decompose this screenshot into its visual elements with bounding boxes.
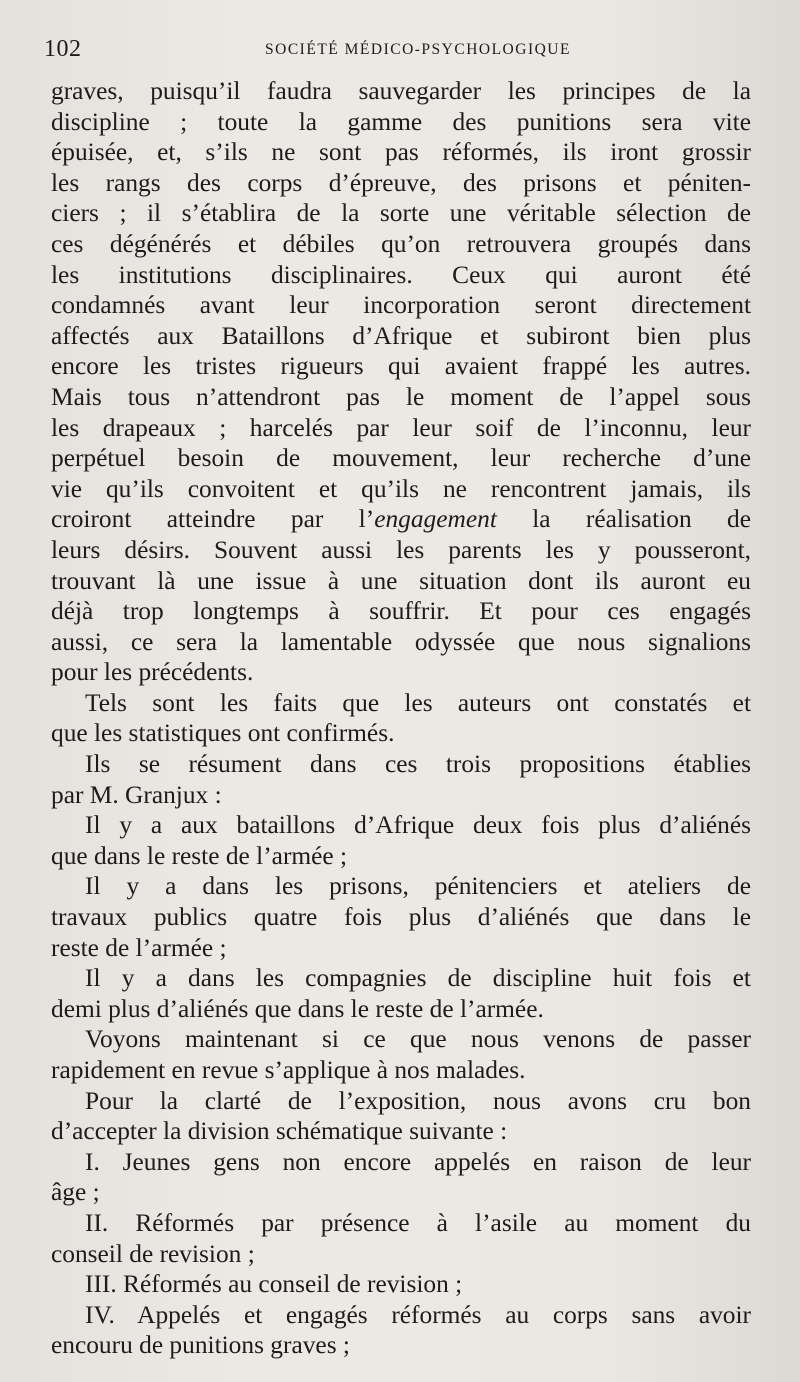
text-line [51,780,751,811]
body-text [51,76,751,1361]
line-text: travaux publics quatre fois plus d’aliénés que dans le [51,903,751,932]
emphasized-word: engagement [374,505,497,534]
text-line [51,1300,751,1331]
text-line [51,841,751,872]
line-text: âge ; [51,1178,100,1207]
line-text: rapidement en revue s’applique à nos malades. [51,1056,526,1084]
line-text: IV. Appelés et engagés réformés au corps sans avoir [85,1300,751,1329]
text-line [51,1177,751,1208]
line-text: aussi, ce sera la lamentable odyssée que nous signalions [51,627,751,656]
line-text-continued: la réalisation de [496,505,751,534]
text-line [51,596,751,627]
line-text: leurs désirs. Souvent aussi les parents les y pousseront, [51,535,751,564]
page-header [40,36,760,66]
text-line [51,474,751,505]
line-text: que dans le reste de l’armée ; [51,841,348,870]
text-line [51,627,751,658]
line-text: II. Réformés par présence à l’asile au moment du [85,1208,751,1237]
line-text: condamnés avant leur incorporation seront directement [51,291,751,320]
text-line [51,1116,751,1147]
text-line [51,168,751,199]
line-text: les drapeaux ; harcelés par leur soif de l’inconnu, leur [51,413,751,442]
line-text: les rangs des corps d’épreuve, des prisons et péniten- [51,168,751,197]
line-text: Ils se résument dans ces trois propositions établies [85,750,751,779]
text-line [51,1269,751,1300]
text-line [51,871,751,902]
text-line [51,382,751,413]
text-line [51,1239,751,1270]
text-line [51,1330,751,1361]
line-text: reste de l’armée ; [51,933,227,962]
text-line [51,198,751,229]
line-text: Mais tous n’attendront pas le moment de l’appel sous [51,382,751,411]
text-line [51,902,751,933]
text-line [51,229,751,260]
line-text: pour les précédents. [51,658,254,687]
line-text: Pour la clarté de l’exposition, nous avons cru bon [85,1086,751,1115]
text-line [51,107,751,138]
text-line [51,688,751,719]
text-line [51,933,751,964]
text-line [51,413,751,444]
line-text: Tels sont les faits que les auteurs ont constatés et [85,688,751,717]
text-line [51,290,751,321]
line-text: Il y a dans les compagnies de discipline huit fois et [85,964,751,993]
line-text: III. Réformés au conseil de revision ; [85,1270,463,1299]
line-text: graves, puisqu’il faudra sauvegarder les principes de la [51,77,751,105]
text-line [51,566,751,597]
line-text: demi plus d’aliénés que dans le reste de l’armée. [51,994,544,1023]
line-text: affectés aux Bataillons d’Afrique et subiront bien plus [51,321,751,350]
text-line [51,963,751,994]
line-text: par M. Granjux : [51,780,222,809]
line-text: ces dégénérés et débiles qu’on retrouvera groupés dans [51,229,751,258]
page-number: 102 [44,36,82,62]
text-line [51,260,751,291]
line-text: trouvant là une issue à une situation dont ils auront eu [51,566,751,595]
text-line [51,657,751,688]
line-text: croiront atteindre par l’ [51,505,375,534]
line-text: Il y a dans les prisons, pénitenciers et ateliers de [85,872,751,901]
line-text: encore les tristes rigueurs qui avaient frappé les autres. [51,352,751,381]
line-text: épuisée, et, s’ils ne sont pas réformés, ils iront grossir [51,138,751,167]
line-text: Voyons maintenant si ce que nous venons de passer [85,1025,751,1054]
line-text: vie qu’ils convoitent et qu’ils ne rencontrent jamais, ils [51,474,751,503]
text-line [51,1055,751,1086]
text-line [51,1024,751,1055]
line-text: les institutions disciplinaires. Ceux qui auront été [51,260,751,289]
text-line [51,137,751,168]
line-text: conseil de revision ; [51,1239,255,1268]
text-line [51,810,751,841]
text-line [51,994,751,1025]
line-text: ciers ; il s’établira de la sorte une véritable sélection de [51,199,751,228]
text-line [51,351,751,382]
text-line [51,718,751,749]
text-line [51,749,751,780]
line-text: encouru de punitions graves ; [51,1331,350,1360]
line-text: perpétuel besoin de mouvement, leur recherche d’une [51,444,751,473]
line-text: Il y a aux bataillons d’Afrique deux fois plus d’aliénés [85,811,751,840]
text-line [51,1147,751,1178]
text-line [51,504,751,535]
line-text: I. Jeunes gens non encore appelés en raison de leur [85,1147,751,1176]
text-line [51,1208,751,1239]
running-title: SOCIÉTÉ MÉDICO-PSYCHOLOGIQUE [265,41,571,58]
line-text: que les statistiques ont confirmés. [51,719,395,748]
line-text: d’accepter la division schématique suivante : [51,1117,508,1146]
text-line [51,1086,751,1117]
text-line [51,535,751,566]
line-text: déjà trop longtemps à souffrir. Et pour ces engagés [51,597,751,626]
line-text: discipline ; toute la gamme des punitions sera vite [51,107,751,136]
text-line [51,321,751,352]
text-line [51,443,751,474]
text-line [51,76,751,107]
